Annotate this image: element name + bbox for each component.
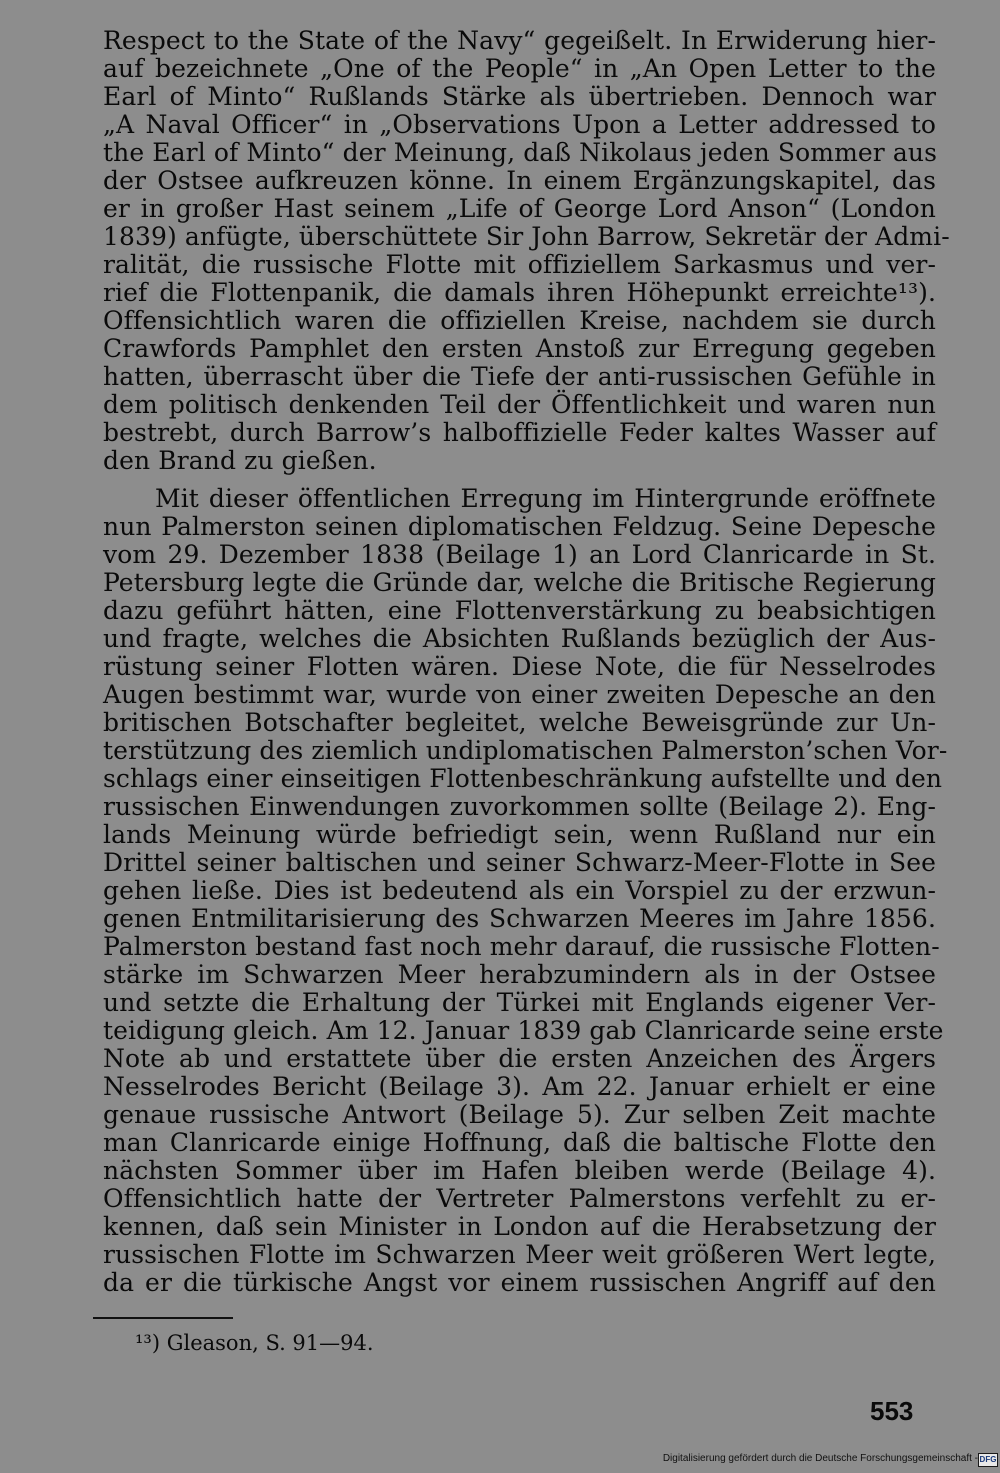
text-line: nächsten Sommer über im Hafen bleiben werde (Beilage 4). bbox=[103, 1156, 936, 1185]
text-line: lands Meinung würde befriedigt sein, wenn Rußland nur ein bbox=[103, 820, 936, 849]
text-line: Earl of Minto“ Rußlands Stärke als übertrieben. Dennoch war bbox=[103, 82, 936, 111]
footnote: ¹³) Gleason, S. 91—94. bbox=[135, 1331, 374, 1355]
text-line: Note ab und erstattete über die ersten Anzeichen des Ärgers bbox=[103, 1044, 936, 1073]
text-line: genen Entmilitarisierung des Schwarzen Meeres im Jahre 1856. bbox=[103, 904, 936, 933]
text-line: genaue russische Antwort (Beilage 5). Zur selben Zeit machte bbox=[103, 1100, 936, 1129]
text-line: teidigung gleich. Am 12. Januar 1839 gab Clanricarde seine erste bbox=[103, 1016, 944, 1045]
text-line: hatten, überrascht über die Tiefe der anti-russischen Gefühle in bbox=[103, 362, 936, 391]
text-line: Respect to the State of the Navy“ gegeißelt. In Erwiderung hier- bbox=[103, 26, 936, 55]
text-line: stärke im Schwarzen Meer herabzumindern als in der Ostsee bbox=[103, 960, 936, 989]
text-line: Augen bestimmt war, wurde von einer zweiten Depesche an den bbox=[103, 680, 936, 709]
text-line: auf bezeichnete „One of the People“ in „An Open Letter to the bbox=[103, 54, 936, 83]
text-line: „A Naval Officer“ in „Observations Upon a Letter addressed to bbox=[103, 110, 936, 139]
text-line: Petersburg legte die Gründe dar, welche die Britische Regierung bbox=[103, 568, 936, 597]
text-line: der Ostsee aufkreuzen könne. In einem Ergänzungskapitel, das bbox=[103, 166, 936, 195]
text-line: ralität, die russische Flotte mit offiziellem Sarkasmus und ver- bbox=[103, 250, 936, 279]
text-line: terstützung des ziemlich undiplomatischen Palmerston’schen Vor- bbox=[103, 736, 948, 765]
text-line: vom 29. Dezember 1838 (Beilage 1) an Lord Clanricarde in St. bbox=[103, 540, 936, 569]
text-line: nun Palmerston seinen diplomatischen Feldzug. Seine Depesche bbox=[103, 512, 936, 541]
text-line: dem politisch denkenden Teil der Öffentlichkeit und waren nun bbox=[103, 390, 936, 419]
text-line: rief die Flottenpanik, die damals ihren Höhepunkt erreichte¹³). bbox=[103, 278, 936, 307]
text-line: Offensichtlich hatte der Vertreter Palmerstons verfehlt zu er- bbox=[103, 1184, 936, 1213]
text-line: Nesselrodes Bericht (Beilage 3). Am 22. Januar erhielt er eine bbox=[103, 1072, 936, 1101]
text-line: Palmerston bestand fast noch mehr darauf, die russische Flotten- bbox=[103, 932, 940, 961]
text-line: bestrebt, durch Barrow’s halboffizielle Feder kaltes Wasser auf bbox=[103, 418, 936, 447]
text-line: den Brand zu gießen. bbox=[103, 446, 377, 475]
text-line: britischen Botschafter begleitet, welche Beweisgründe zur Un- bbox=[103, 708, 936, 737]
text-line: russischen Einwendungen zuvorkommen sollte (Beilage 2). Eng- bbox=[103, 792, 936, 821]
page-number: 553 bbox=[870, 1396, 914, 1426]
digitization-credit: Digitalisierung gefördert durch die Deutsche Forschungsgemeinschaft - bbox=[662, 1453, 978, 1464]
text-line: schlags einer einseitigen Flottenbeschränkung aufstellte und den bbox=[103, 764, 943, 793]
text-line: dazu geführt hätten, eine Flottenverstärkung zu beabsichtigen bbox=[103, 596, 936, 625]
text-line: Drittel seiner baltischen und seiner Schwarz-Meer-Flotte in See bbox=[103, 848, 936, 877]
text-line: kennen, daß sein Minister in London auf die Herabsetzung der bbox=[103, 1212, 936, 1241]
text-line: man Clanricarde einige Hoffnung, daß die baltische Flotte den bbox=[103, 1128, 936, 1157]
text-line: Mit dieser öffentlichen Erregung im Hintergrunde eröffnete bbox=[155, 484, 936, 513]
text-line: rüstung seiner Flotten wären. Diese Note, die für Nesselrodes bbox=[103, 652, 936, 681]
text-line: und fragte, welches die Absichten Rußlands bezüglich der Aus- bbox=[103, 624, 936, 653]
text-line: und setzte die Erhaltung der Türkei mit Englands eigener Ver- bbox=[103, 988, 936, 1017]
text-line: gehen ließe. Dies ist bedeutend als ein Vorspiel zu der erzwun- bbox=[103, 876, 936, 905]
text-line: Crawfords Pamphlet den ersten Anstoß zur Erregung gegeben bbox=[103, 334, 936, 363]
text-line: da er die türkische Angst vor einem russischen Angriff auf den bbox=[103, 1268, 936, 1297]
text-line: Offensichtlich waren die offiziellen Kreise, nachdem sie durch bbox=[103, 306, 936, 335]
footnote-rule bbox=[93, 1317, 233, 1319]
dfg-logo: DFG bbox=[978, 1453, 998, 1467]
text-line: er in großer Hast seinem „Life of George Lord Anson“ (London bbox=[103, 194, 936, 223]
text-line: russischen Flotte im Schwarzen Meer weit größeren Wert legte, bbox=[103, 1240, 936, 1269]
text-line: 1839) anfügte, überschüttete Sir John Barrow, Sekretär der Admi- bbox=[103, 222, 950, 251]
text-line: the Earl of Minto“ der Meinung, daß Nikolaus jeden Sommer aus bbox=[103, 138, 938, 167]
